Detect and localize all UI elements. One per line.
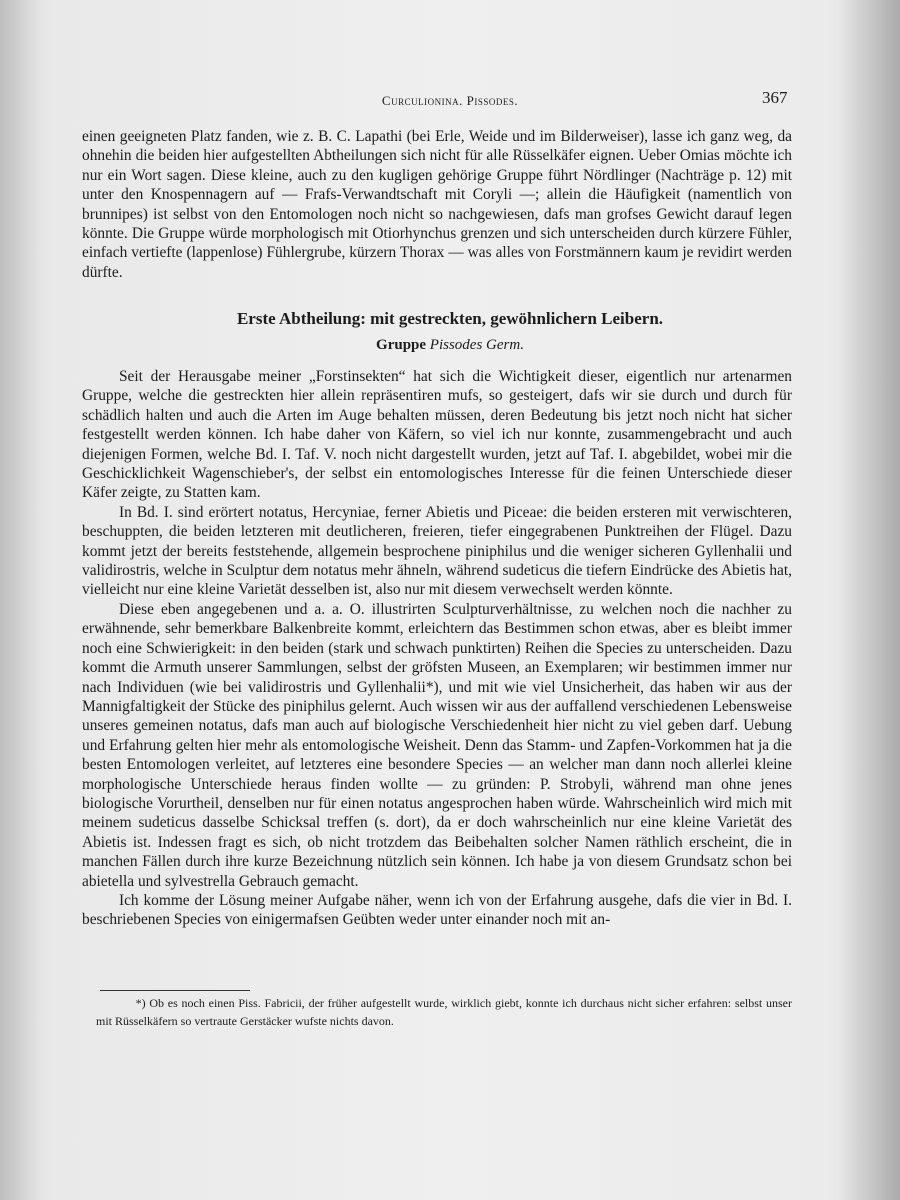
page-edge-shadow bbox=[840, 0, 900, 1200]
section-heading: Erste Abtheilung: mit gestreckten, gewöhnlichern Leibern. bbox=[236, 309, 664, 328]
paragraph: Ich komme der Lösung meiner Aufgabe näher, wenn ich von der Erfahrung ausgehe, dafs die vier in Bd. I. beschriebenen Species von einigermafsen Geübten weder unter einander noch mit an- bbox=[82, 891, 792, 929]
body-text bbox=[82, 367, 792, 930]
group-heading-label: Gruppe bbox=[376, 337, 427, 353]
group-heading bbox=[0, 337, 900, 354]
opening-paragraph: einen geeigneten Platz fanden, wie z. B. C. Lapathi (bei Erle, Weide und im Bilderweiser), lasse ich ganz weg, da ohnehin die beiden hier aufgestellten Abtheilungen sich nicht für alle Rüsselkäfer eignen. Ueber Omias möchte ich nur ein Wort sagen. Diese kleine, auch zu den kugligen gehörige Gruppe führt Nördlinger (Nachträge p. 12) mit unter den Knospennagern auf — Frafs-Verwandtschaft mit Coryli —; allein die Häufigkeit (namentlich von brunnipes) ist selbst von den Entomologen noch nicht so nachgewiesen, dafs man grofses Gewicht darauf legen könnte. Die Gruppe würde morphologisch mit Otiorhynchus grenzen und sich unterscheiden durch kürzere Fühler, einfach vertiefte (lappenlose) Fühlergrube, kürzern Thorax — was alles von Forstmännern kaum je revidirt werden dürfte. bbox=[82, 128, 792, 281]
paragraph: In Bd. I. sind erörtert notatus, Hercyniae, ferner Abietis und Piceae: die beiden ersteren mit verwischteren, beschuppten, die beiden letzteren mit deutlicheren, freieren, tiefer eingegrabenen Punktreihen der Flügel. Dazu kommt jetzt der bereits feststehende, allgemein besprochene piniphilus und die weniger sicheren Gyllenhalii und validirostris, welche in Sculptur dem notatus mehr ähneln, während sudeticus die tiefern Eindrücke des Abietis hat, vielleicht nur eine kleine Varietät desselben ist, also nur mit diesem verwechselt werden könnte. bbox=[82, 503, 792, 599]
footnote: *) Ob es noch einen Piss. Fabricii, der früher aufgestellt wurde, wirklich giebt, konnte ich durchaus nicht sicher erfahren: selbst unser mit Rüsselkäfern so vertraute Gerstäcker wufste nichts davon. bbox=[96, 996, 792, 1028]
footnote-rule bbox=[100, 990, 250, 991]
page-gutter-shadow bbox=[0, 0, 40, 1200]
running-head: Curculionina. Pissodes. bbox=[381, 93, 519, 108]
page-number: 367 bbox=[762, 88, 788, 107]
group-heading-name: Pissodes Germ. bbox=[429, 337, 524, 353]
paragraph: Diese eben angegebenen und a. a. O. illustrirten Sculpturverhältnisse, zu welchen noch die nachher zu erwähnende, sehr bemerkbare Balkenbreite kommt, erleichtern das Bestimmen schon etwas, aber es bleibt immer noch eine Schwierigkeit: in den beiden (stark und schwach punktirten) Reihen die Species zu unterscheiden. Dazu kommt die Armuth unserer Sammlungen, selbst der gröfsten Museen, an Exemplaren; wir bestimmen immer nur nach Individuen (wie bei validirostris und Gyllenhalii*), und mit wie viel Unsicherheit, das haben wir aus der Mannigfaltigkeit der Stücke des piniphilus gelernt. Auch wissen wir aus der auffallend verschiedenen Lebensweise unseres gemeinen notatus, dafs man auch auf biologische Verschiedenheit hier nicht zu viel geben darf. Uebung und Erfahrung gelten hier mehr als entomologische Weisheit. Denn das Stamm- und Zapfen-Vorkommen hat ja die besten Entomologen verleitet, auf letzteres eine besondere Species — an welcher man dann noch allerlei kleine morphologische Unterschiede heraus finden wollte — zu gründen: P. Strobyli, während man ohne jenes biologische Vorurtheil, denselben nur für einen notatus angesprochen haben würde. Wahrscheinlich wird mich mit meinem sudeticus dasselbe Schicksal treffen (s. dort), da er doch wahrscheinlich nur eine kleine Varietät des Abietis ist. Indessen fragt es sich, ob nicht trotzdem das Beibehalten solcher Namen räthlich erscheint, die in manchen Fällen durch ihre kurze Bezeichnung nützlich sein können. Ich habe ja von diesem Grundsatz schon bei abietella und sylvestrella Gebrauch gemacht. bbox=[82, 600, 792, 890]
paragraph: Seit der Herausgabe meiner „Forstinsekten“ hat sich die Wichtigkeit dieser, eigentlich nur artenarmen Gruppe, welche die gestreckten hier allein repräsentiren mufs, so gesteigert, dafs wir sie durch und durch für schädlich halten und auch die Arten im Auge behalten müssen, deren Bedeutung bis jetzt noch nicht hat sicher festgestellt werden können. Ich habe daher von Käfern, so viel ich nur konnte, zusammengebracht und auch diejenigen Formen, welche Bd. I. Taf. V. noch nicht dargestellt wurden, jetzt auf Taf. I. abgebildet, wobei mir die Geschicklichkeit Wagenschieber's, der selbst ein entomologisches Interesse für die feinen Unterschiede dieser Käfer zeigte, zu Statten kam. bbox=[82, 368, 792, 502]
opening-paragraph-block bbox=[82, 127, 792, 282]
